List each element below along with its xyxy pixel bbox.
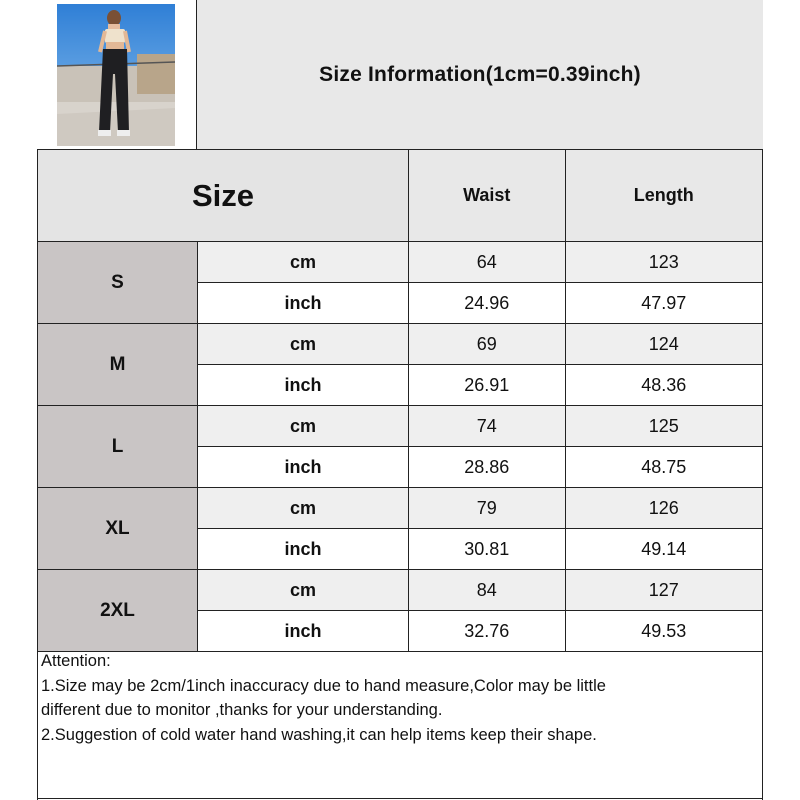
unit-label: inch — [198, 611, 409, 652]
size-header: Size — [38, 150, 409, 242]
size-label: S — [38, 242, 198, 324]
waist-value: 84 — [409, 570, 566, 611]
title-cell — [197, 0, 763, 150]
product-photo — [57, 4, 175, 146]
length-value: 126 — [565, 488, 763, 529]
length-value: 127 — [565, 570, 763, 611]
attention-notes — [41, 649, 757, 747]
unit-label: inch — [198, 529, 409, 570]
unit-label: inch — [198, 447, 409, 488]
notes-heading: Attention: — [41, 652, 111, 670]
waist-header: Waist — [409, 150, 566, 242]
note-line: 1.Size may be 2cm/1inch inaccuracy due to hand measure,Color may be little — [41, 676, 606, 695]
length-value: 124 — [565, 324, 763, 365]
length-value: 49.53 — [565, 611, 763, 652]
length-header: Length — [565, 150, 763, 242]
waist-value: 28.86 — [409, 447, 566, 488]
length-value: 123 — [565, 242, 763, 283]
table-row — [38, 242, 763, 283]
unit-label: cm — [198, 570, 409, 611]
table-row — [38, 488, 763, 529]
length-value: 47.97 — [565, 283, 763, 324]
note-line: different due to monitor ,thanks for your understanding. — [41, 701, 443, 719]
waist-value: 26.91 — [409, 365, 566, 406]
waist-value: 24.96 — [409, 283, 566, 324]
bottom-border — [37, 798, 763, 799]
size-table — [37, 149, 763, 652]
page-title: Size Information(1cm=0.39inch) — [319, 62, 641, 86]
unit-label: cm — [198, 242, 409, 283]
waist-value: 79 — [409, 488, 566, 529]
length-value: 125 — [565, 406, 763, 447]
table-row — [38, 324, 763, 365]
unit-label: inch — [198, 283, 409, 324]
table-row — [38, 406, 763, 447]
length-value: 48.75 — [565, 447, 763, 488]
waist-value: 69 — [409, 324, 566, 365]
unit-label: inch — [198, 365, 409, 406]
waist-value: 30.81 — [409, 529, 566, 570]
size-label: M — [38, 324, 198, 406]
table-row — [38, 570, 763, 611]
waist-value: 64 — [409, 242, 566, 283]
waist-value: 74 — [409, 406, 566, 447]
table-header-row — [38, 150, 763, 242]
size-label: XL — [38, 488, 198, 570]
note-line: 2.Suggestion of cold water hand washing,it can help items keep their shape. — [41, 725, 597, 744]
size-label: L — [38, 406, 198, 488]
waist-value: 32.76 — [409, 611, 566, 652]
length-value: 48.36 — [565, 365, 763, 406]
unit-label: cm — [198, 324, 409, 365]
unit-label: cm — [198, 406, 409, 447]
product-photo-cell — [37, 0, 197, 150]
length-value: 49.14 — [565, 529, 763, 570]
unit-label: cm — [198, 488, 409, 529]
size-label: 2XL — [38, 570, 198, 652]
